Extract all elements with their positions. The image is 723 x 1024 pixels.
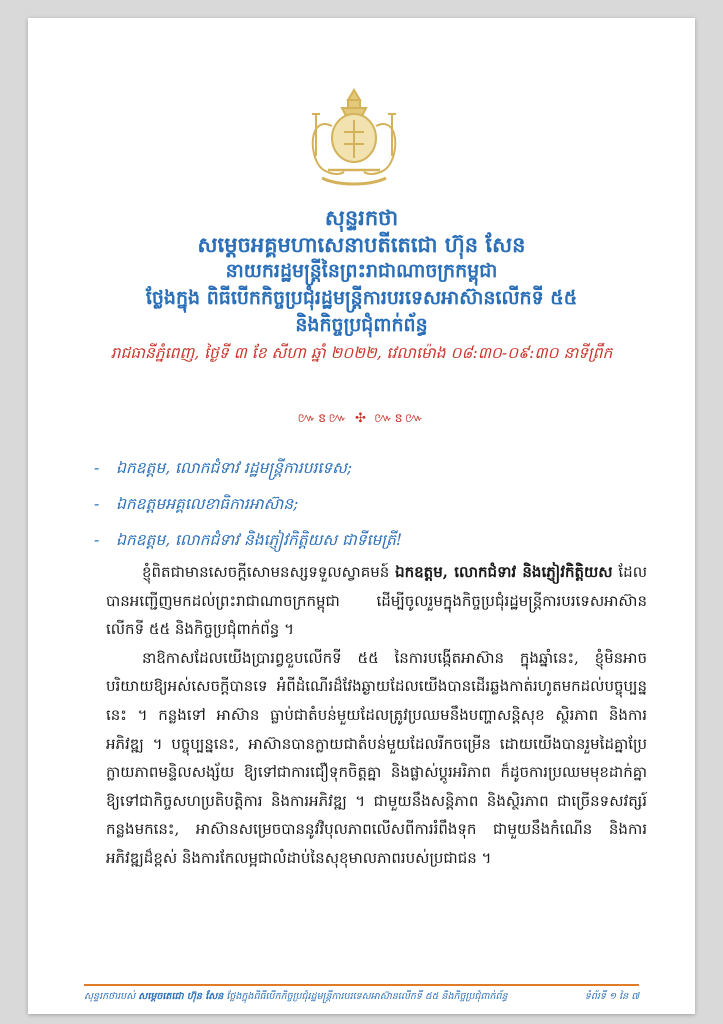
speaker-position: នាយករដ្ឋមន្ត្រីនៃព្រះរាជាណាចក្រកម្ពុជា (225, 260, 498, 282)
list-item: - ឯកឧត្តមអគ្គលេខាធិការអាស៊ាន; (94, 495, 299, 513)
paragraph-1: ខ្ញុំពិតជាមានសេចក្តីសោមនស្សទទួលស្វាគមន៍ ឯកឧត្តម, លោកជំទាវ និងភ្ញៀវកិត្តិយស ដែលបានអញ្ជើញមកដល់ព្រះរាជាណាចក្រកម្ពុជា ដើម្បីចូលរួមក្នុងកិច្ចប្រជុំរដ្ឋមន្ត្រីការបរទេសអាស៊ានលើកទី ៥៥ និងកិច្ចប្រជុំពាក់ព័ន្ធ ។ (106, 563, 647, 639)
speech-title: សុន្ទរកថា (324, 205, 399, 230)
speech-body (106, 558, 647, 873)
royal-arms-of-cambodia-icon (298, 86, 410, 190)
speaker-name: សម្តេចអគ្គមហាសេនាបតីតេជោ ហ៊ុន សែន (197, 232, 526, 257)
occasion-line-2: និងកិច្ចប្រជុំពាក់ព័ន្ធ (295, 314, 428, 336)
list-item: - ឯកឧត្តម, លោកជំទាវ និងភ្ញៀវកិត្តិយស ជាទីមេត្រី! (94, 531, 403, 549)
page-number: ទំព័រទី ១ នៃ ៧ (584, 991, 639, 1002)
speech-heading (68, 204, 655, 366)
paragraph-2: នាឱកាសដែលយើងប្រារព្វខួបលើកទី ៥៥ នៃការបង្កើតអាស៊ាន ក្នុងឆ្នាំនេះ, ខ្ញុំមិនអាចបរិយាយឱ្យអស់សេចក្តីបានទេ អំពីដំណើរដ៏វែងឆ្ងាយដែលយើងបានដើរឆ្លងកាត់រហូតមកដល់បច្ចុប្បន្ននេះ ។ កន្លងទៅ អាស៊ាន ធ្លាប់ជាតំបន់មួយដែលត្រូវប្រឈមនឹងបញ្ហាសន្តិសុខ ស្ថិរភាព និងការអភិវឌ្ឍ ។ បច្ចុប្បន្ននេះ, អាស៊ានបានក្លាយជាតំបន់មួយដែលរីកចម្រើន ដោយយើងបានរួមដៃគ្នាប្រែក្លាយភាពមន្ទិលសង្ស័យ ឱ្យទៅជាការជឿទុកចិត្តគ្នា និងផ្លាស់ប្តូរអរិភាព ក៏ដូចការប្រឈមមុខដាក់គ្នា ឱ្យទៅជាកិច្ចសហប្រតិបត្តិការ និងការអភិវឌ្ឍ ។ ជាមួយនឹងសន្តិភាព និងស្ថិរភាព ជាច្រើនទសវត្សរ៍កន្លងមកនេះ, អាស៊ានសម្រេចបាននូវវិបុលភាពលើសពីការរំពឹងទុក ជាមួយនឹងកំណើន និងការអភិវឌ្ឍដ៏ខ្ពស់ និងការកែលម្អជាលំដាប់នៃសុខុមាលភាពរបស់ប្រជាជន ។ (106, 648, 647, 867)
date-place: រាជធានីភ្នំពេញ, ថ្ងៃទី ៣ ខែ សីហា ឆ្នាំ ២០២២, វេលាម៉ោង ០៨:៣០-០៩:៣០ នាទីព្រឹក (110, 344, 613, 362)
list-item: - ឯកឧត្តម, លោកជំទាវ រដ្ឋមន្ត្រីការបរទេស; (94, 459, 353, 477)
occasion-line-1: ថ្លែងក្នុង ពិធីបើកកិច្ចប្រជុំរដ្ឋមន្ត្រីការបរទេសអាស៊ានលើកទី ៥៥ (145, 287, 578, 309)
salutation-list (94, 450, 402, 558)
footer-divider (84, 984, 639, 986)
ornament-divider: ៚ៜ៚ ✣ ៚ៜ៚ (297, 411, 426, 426)
page-footer (84, 990, 639, 1004)
document-page (28, 18, 695, 1014)
footer-caption: សុន្ទរកថារបស់ សម្តេចតេជោ ហ៊ុន សែន ថ្លែងក្នុងពិធីបើកកិច្ចប្រជុំរដ្ឋមន្ត្រីការបរទេសអាស៊ានលើកទី ៥៥ និងកិច្ចប្រជុំពាក់ព័ន្ធ (84, 991, 508, 1002)
